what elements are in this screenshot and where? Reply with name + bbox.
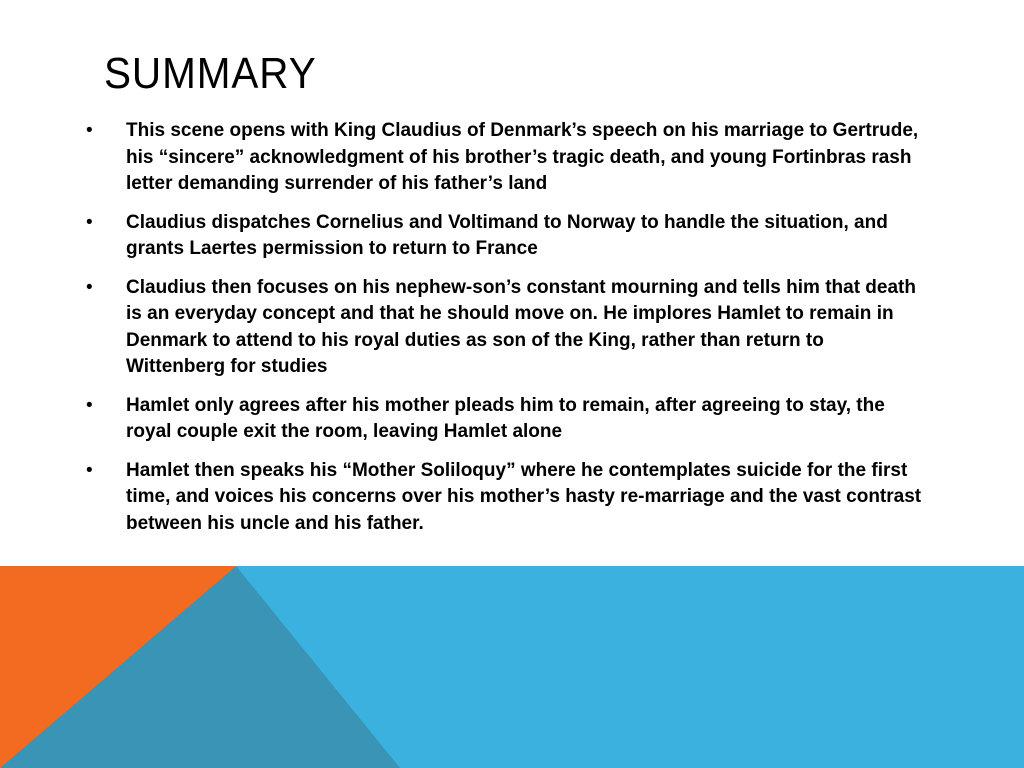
bullet-marker: • (86, 459, 93, 481)
bullet-marker: • (86, 120, 93, 141)
slide-title: SUMMARY (104, 49, 317, 98)
bullet-list (86, 118, 926, 549)
bullet-marker: • (86, 394, 93, 416)
footer-decoration (0, 566, 1024, 768)
bullet-item (86, 393, 926, 446)
bullet-marker: • (86, 211, 93, 233)
bullet-item (86, 210, 926, 263)
bullet-text: This scene opens with King Claudius of Denmark’s speech on his marriage to Gertrude, his “sincere” acknowledgment of his brother’s tragic death, and young Fortinbras rash letter demanding surrender of his father’s land (126, 120, 919, 194)
bullet-text: Hamlet then speaks his “Mother Soliloquy” where he contemplates suicide for the first time, and voices his concerns over his mother’s hasty re-marriage and the vast contrast between his uncle and his father. (126, 459, 922, 534)
bullet-item (86, 118, 926, 198)
bullet-text: Claudius dispatches Cornelius and Voltimand to Norway to handle the situation, and grants Laertes permission to return to France (126, 211, 888, 259)
bullet-marker: • (86, 276, 93, 298)
bullet-item (86, 275, 926, 381)
bullet-text: Claudius then focuses on his nephew-son’s constant mourning and tells him that death is an everyday concept and that he should move on. He implores Hamlet to remain in Denmark to attend to his royal duties as son of the King, rather than return to Wittenberg for studies (126, 276, 916, 377)
bullet-text: Hamlet only agrees after his mother pleads him to remain, after agreeing to stay, the royal couple exit the room, leaving Hamlet alone (126, 394, 885, 442)
bullet-item (86, 458, 926, 538)
